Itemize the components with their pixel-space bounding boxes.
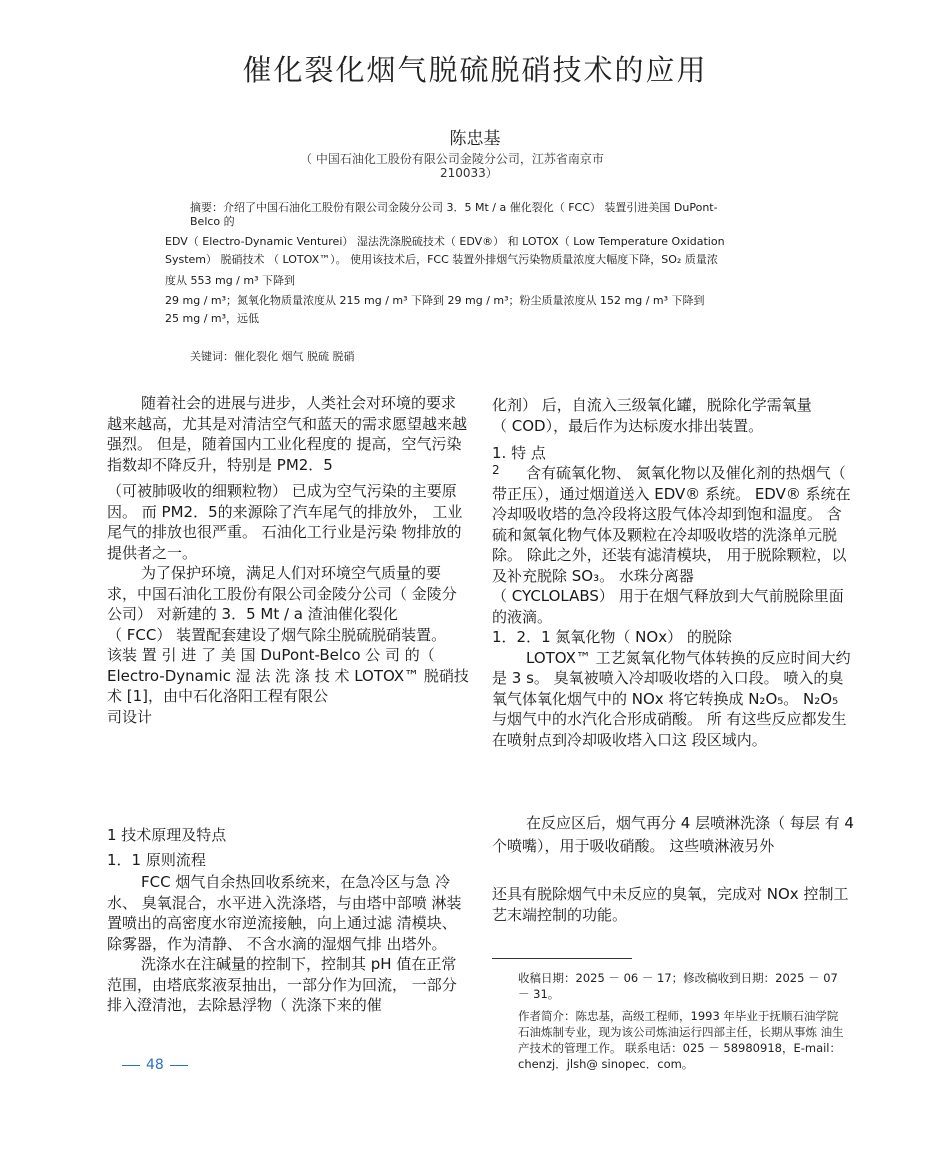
page-number-text: 48 [146,1057,164,1073]
paragraph: 化剂） 后，自流入三级氧化罐，脱除化学需氧量 [492,396,812,414]
affiliation: （ 中国石油化工股份有限公司金陵分公司，江苏省南京市 [300,152,604,166]
abstract-line: 29 mg / m³；氮氧化物质量浓度从 215 mg / m³ 下降到 29 mg / m³；粉尘质量浓度从 152 mg / m³ 下降到 [165,294,705,307]
paragraph: LOTOX™ 工艺氮氧化物气体转换的反应时间大约是 3 s。 臭氧被喷入冷却吸收塔的入口段。 喷入的臭氧气体氧化烟气中的 NOx 将它转换成 N₂O₅。 N₂O₅ 与烟气中的水汽化合形成硝酸。 所 有这些反应都发生在喷射点到冷却吸收塔入口这 段区域内。 [492,648,851,749]
footnote [518,970,850,1072]
left-column-lower [107,872,469,1016]
paragraph: （ FCC） 装置配套建设了烟气除尘脱硫脱硝装置。 [107,625,447,644]
page-number-dash [122,1065,140,1066]
abstract-line: Belco 的 [190,215,235,228]
subsection-heading: 1. 特 点 [492,444,546,462]
paragraph: 还具有脱除烟气中未反应的臭氧，完成对 NOx 控制工艺末端控制的功能。 [492,885,849,924]
paragraph: 洗涤水在注碱量的控制下，控制其 pH 值在正常范围，由塔底浆液泵抽出，一部分作为回流， 一部分排入澄清池，去除悬浮物（ 洗涤下来的催 [107,955,457,1014]
section-heading: 1 技术原理及特点 [107,826,227,844]
subsection-heading: 1．2．1 氮氧化物（ NOx） 的脱除 [492,628,732,646]
paragraph: 含有硫氧化物、 氮氧化物以及催化剂的热烟气（ 带正压），通过烟道送入 EDV® 系统。 EDV® 系统在冷却吸收塔的急冷段将这股气体冷却到饱和温度。 含硫和氮氧化物气体及颗粒在冷却吸收塔的洗涤单元脱除。 除此之外，还装有滤清模块， 用于脱除颗粒，以及补充脱除 SO₃。 水珠分离器 [492,464,851,585]
paragraph-cut: （ COD），最后作为达标废水排出装置。 [492,416,764,435]
right-column-middle [492,463,854,750]
abstract-line: 摘要：介绍了中国石油化工股份有限公司金陵分公司 3．5 Mt / a 催化裂化（ FCC） 装置引进美国 DuPont- [190,201,718,214]
subsection-heading-cut: 2 [492,463,500,477]
affiliation-postcode: 210033） [440,166,498,180]
abstract-line: 度从 553 mg / m³ 下降到 [165,274,296,287]
right-column-end [492,884,854,925]
page-number [116,1057,194,1073]
paragraph: 随着社会的进展与进步，人类社会对环境的要求越来越高，尤其是对清洁空气和蓝天的需求愿望越来越强烈。 但是，随着国内工业化程度的 提高，空气污染指数却不降反升，特别是 PM2．5 [107,394,468,474]
paragraph: 该装 置 引 进 了 美 国 DuPont-Belco 公 司 的（ Electro-Dynamic 湿 法 洗 涤 技 术 LOTOX™ 脱硝技术 [1]，由中石化洛阳工程有限公 [107,646,469,705]
abstract-line: 25 mg / m³，远低 [165,312,260,325]
paragraph: 在反应区后，烟气再分 4 层喷淋洗涤（ 每层 有 4 个喷嘴），用于吸收硝酸。 这些喷淋液另外 [492,814,854,855]
footnote-received: 收稿日期：2025 － 06 － 17；修改稿收到日期：2025 － 07 － 31。 [518,971,838,1001]
left-column [107,393,469,726]
right-column-lower [492,812,854,858]
keywords: 关键词：催化裂化 烟气 脱硫 脱硝 [190,350,355,363]
abstract-line: System） 脱硝技术 （ LOTOX™）。 使用该技术后，FCC 装置外排烟气污染物质量浓度大幅度下降，SO₂ 质量浓 [165,253,718,266]
paragraph: 为了保护环境，满足人们对环境空气质量的要求，中国石油化工股份有限公司金陵分公司（ 金陵分公司） 对新建的 3．5 Mt / a 渣油催化裂化 [107,564,457,623]
author-name: 陈忠基 [449,129,501,149]
footnote-rule [492,958,632,959]
right-column [492,395,854,435]
subsection-heading: 1．1 原则流程 [107,851,206,869]
abstract-line: EDV（ Electro-Dynamic Venturei） 湿法洗涤脱硫技术（ EDV®） 和 LOTOX（ Low Temperature Oxidation [165,235,725,248]
paragraph: （ CYCLOLABS） 用于在烟气释放到大气前脱除里面的液滴。 [492,587,844,626]
paragraph-cut: 司设计 [107,707,153,726]
paragraph: （可被肺吸收的细颗粒物） 已成为空气污染的主要原因。 而 PM2．5的来源除了汽车尾气的排放外， 工业尾气的排放也很严重。 石油化工行业是污染 物排放的提供者之一。 [107,482,463,562]
paragraph: FCC 烟气自余热回收系统来，在急冷区与急 冷水、 臭氧混合，水平进入洗涤塔，与由塔中部喷 淋装置喷出的高密度水帘逆流接触，向上通过滤 清模块、 除雾器，作为清静、 不含水滴的湿烟气排 出塔外。 [107,873,462,953]
paper-title: 催化裂化烟气脱硫脱硝技术的应用 [242,53,708,87]
page-number-dash [170,1065,188,1066]
footnote-bio: 作者简介：陈忠基，高级工程师，1993 年毕业于抚顺石油学院 石油炼制专业，现为该公司炼油运行四部主任，长期从事炼 油生产技术的管理工作。 联系电话：025 － 58980918，E-mail：chenzj．jlsh@ sinopec．com。 [518,1009,844,1071]
